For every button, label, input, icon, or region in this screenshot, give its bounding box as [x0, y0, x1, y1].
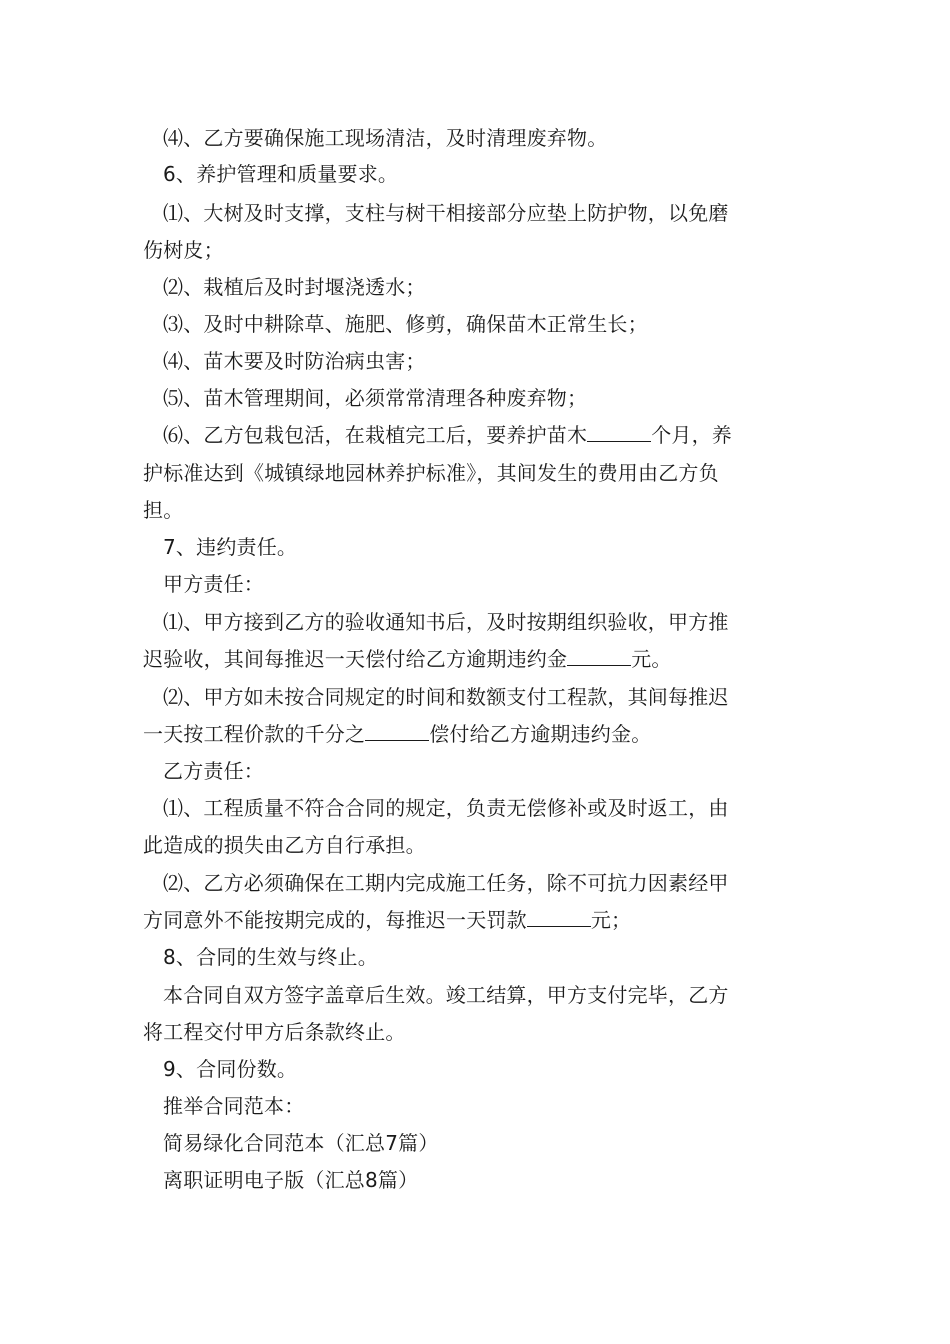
- section-6-heading: 6、养护管理和质量要求。: [163, 162, 399, 186]
- clause-6-item-6-end: 担。: [143, 498, 184, 522]
- party-a-item-1: ⑴、甲方接到乙方的验收通知书后，及时按期组织验收，甲方推: [163, 610, 729, 634]
- clause-6-item-4: ⑷、苗木要及时防治病虫害；: [163, 349, 426, 373]
- party-b-item-2-cont: 方同意外不能按期完成的，每推迟一天罚款 元；: [143, 908, 632, 932]
- party-a-liability-heading: 甲方责任：: [163, 572, 264, 596]
- section-8-body: 本合同自双方签字盖章后生效。竣工结算，甲方支付完毕，乙方: [163, 983, 729, 1007]
- recommended-link-1[interactable]: 简易绿化合同范本（汇总7篇）: [163, 1131, 439, 1155]
- party-a-item-2-cont: 一天按工程价款的千分之 偿付给乙方逾期违约金。: [143, 722, 652, 746]
- clause-6-item-6-cont: 护标准达到《城镇绿地园林养护标准》，其间发生的费用由乙方负: [143, 461, 719, 485]
- recommended-templates-heading: 推举合同范本：: [163, 1094, 305, 1118]
- clause-6-item-5: ⑸、苗木管理期间，必须常常清理各种废弃物；: [163, 386, 588, 410]
- section-7-heading: 7、违约责任。: [163, 535, 298, 559]
- party-a-item-2: ⑵、甲方如未按合同规定的时间和数额支付工程款，其间每推迟: [163, 685, 729, 709]
- clause-6-item-3: ⑶、及时中耕除草、施肥、修剪，确保苗木正常生长；: [163, 312, 648, 336]
- party-b-item-1: ⑴、工程质量不符合合同的规定，负责无偿修补或及时返工，由: [163, 796, 729, 820]
- party-b-liability-heading: 乙方责任：: [163, 759, 264, 783]
- clause-6-item-6: ⑹、乙方包栽包活，在栽植完工后，要养护苗木 个月，养: [163, 423, 733, 447]
- recommended-link-2[interactable]: 离职证明电子版（汇总8篇）: [163, 1168, 419, 1192]
- section-9-heading: 9、合同份数。: [163, 1057, 298, 1081]
- fill-blank-penalty-amount: [567, 647, 631, 666]
- fill-blank-months: [587, 423, 651, 442]
- party-a-item-1-cont: 迟验收，其间每推迟一天偿付给乙方逾期违约金 元。: [143, 647, 672, 671]
- clause-5-item-4: ⑷、乙方要确保施工现场清洁，及时清理废弃物。: [163, 126, 608, 150]
- party-b-item-1-cont: 此造成的损失由乙方自行承担。: [143, 833, 426, 857]
- clause-6-item-1: ⑴、大树及时支撑，支柱与树干相接部分应垫上防护物，以免磨: [163, 201, 729, 225]
- section-8-body-cont: 将工程交付甲方后条款终止。: [143, 1020, 406, 1044]
- party-b-item-2: ⑵、乙方必须确保在工期内完成施工任务，除不可抗力因素经甲: [163, 871, 729, 895]
- fill-blank-per-mille: [365, 722, 429, 741]
- clause-6-item-1-cont: 伤树皮；: [143, 238, 224, 262]
- clause-6-item-2: ⑵、栽植后及时封堰浇透水；: [163, 275, 426, 299]
- section-8-heading: 8、合同的生效与终止。: [163, 945, 378, 969]
- fill-blank-fine-amount: [527, 908, 591, 927]
